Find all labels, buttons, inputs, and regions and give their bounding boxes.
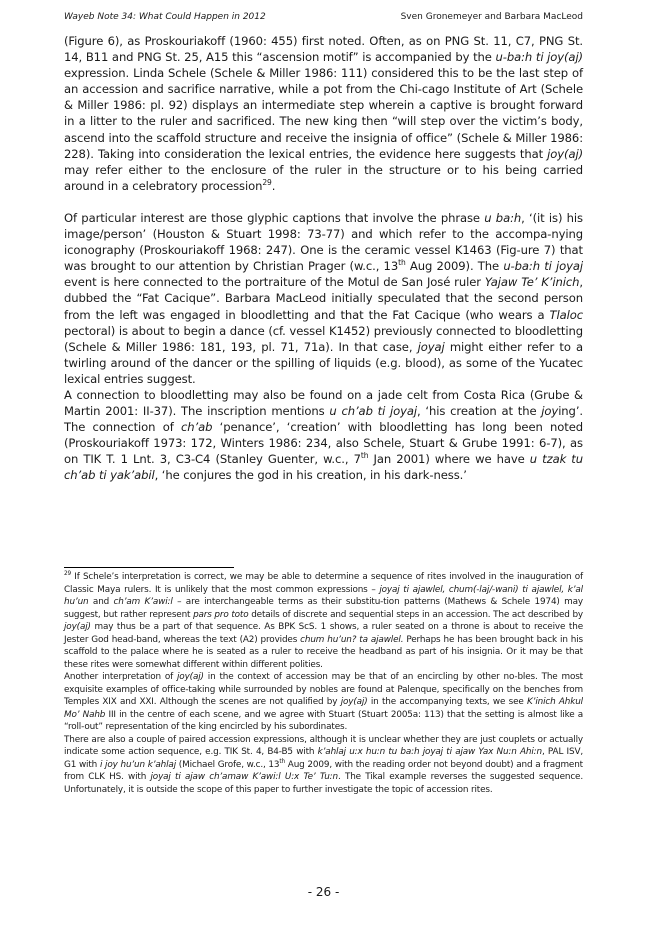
text-run: , dubbed the “Fat Cacique”. Barbara MacLeod initially speculated that the second person from the left was engaged in bloodletting and that the Fat Cacique (who wears a [64,275,583,322]
paragraph [64,387,583,484]
text-run: and [88,597,114,607]
text-run: may thus be a part of that sequence. As BPK ScS. 1 shows, a ruler seated on a throne is about to receive the Jester God head-band, whereas the text (A2) provides [64,622,583,645]
body-text [64,33,583,484]
text-run: pectoral) is about to begin a dance (cf. vessel K1452) previously connected to bloodletting (Schele & Miller 1986: 181, 193, pl. 71, 71a). In that case, [64,323,583,354]
footnotes [64,571,583,796]
superscript: th [279,758,285,765]
text-run: (Michael Grofe, w.c., 13 [176,759,280,770]
header-authors: Sven Gronemeyer and Barbara MacLeod [400,12,583,22]
italic-term: u ba:h [484,210,522,225]
text-run: Jan 2001) where we have [368,452,530,467]
text-run: ing’. The connection of [64,404,583,435]
italic-term: chum hu’un? ta ajawlel. [300,634,404,645]
text-run: , PAL ISV, G1 with [64,747,584,770]
italic-term: u tzak tu ch’ab ti yak’abil [64,452,584,483]
text-run: expression. Linda Schele (Schele & Miller 1986: 111) considered this to be the last step of an accession and sacrifice narrative, while a pot from the Chi-cago Institute of Art (Schele & Miller 1986: pl. 92) displays an intermediate step wherein a captive is brought forward in a litter to the ruler and sacrificed. The new king then “will step over the victim’s body, ascend into the scaffold structure and receive the insignia of office” (Schele & Miller 1986: 228). Taking into consideration the lexical entries, the evidence here suggests that [64,66,583,161]
text-run: Aug 2009, with the reading order not beyond doubt) and a fragment from CLK HS. with [64,759,583,782]
text-run: , ‘he conjures the god in his creation, in his dark-ness.’ [154,468,467,483]
italic-term: joyaj [417,339,445,354]
text-run: There are also a couple of paired accession expressions, although it is unclear whether they are just couplets or actually indicate some action sequence, e.g. TIK St. 4, B4-B5 with [64,734,583,757]
italic-term: ch’am K’awi:l [113,597,173,607]
italic-term: joy(aj) [340,697,368,707]
text-run: If Schele’s interpretation is correct, we may be able to determine a sequence of rites involved in the inauguration of Classic Maya rulers. It is unlikely that the most common expressions – [64,572,583,595]
footnote-separator [64,567,234,568]
italic-term: u ch’ab ti joyaj [329,404,418,419]
text-run: event is here connected to the portraiture of the Motul de San José ruler [64,275,485,290]
italic-term: u-ba:h ti joy(aj) [495,50,583,65]
text-run: III in the centre of each scene, and we agree with Stuart (Stuart 2005a: 113) that the setting is almost like a “roll-out” representation of the king encircled by his subordinates. [64,709,584,732]
paragraph [64,210,583,387]
superscript: 29 [64,571,72,578]
footnote-paragraph [64,571,583,671]
text-run: in the context of accession may be that of an encircling by other no-bles. The most exquisite examples of office-taking while surrounded by nobles are found at Palenque, specifically on the benches from Temples XIX and XXI. Although the scenes are not qualified by [64,672,583,707]
text-run: might either refer to a twirling around of the dancer or the spilling of liquids (e.g. blood), as some of the Yucatec lexical entries suggest. [64,339,584,386]
italic-term: u-ba:h ti joyaj [503,259,584,274]
text-run: Perhaps he has been brought back in his scaffold to the palace where he is seated as a ruler to receive the headband as part of his insignia. Or it may be that these rites were somewhat different within different polities. [64,634,583,670]
text-run: Another interpretation of [64,672,177,682]
text-run: Aug 2009). The [405,259,504,274]
italic-term: pars pro toto [193,609,249,620]
text-run: (Figure 6), as Proskouriakoff (1960: 455) first noted. Often, as on PNG St. 11, C7, PNG St. 14, B11 and PNG St. 25, A15 this “ascension motif” is accompanied by the [64,34,583,65]
text-run: – are interchangeable terms as their substitu-tion patterns (Mathews & Schele 1974) may suggest, but rather represent [64,597,583,620]
text-run: A connection to bloodletting may also be found on a jade celt from Costa Rica (Grube & Martin 2001: II-37). The inscription mentions [64,387,583,419]
text-run: ‘penance’, ‘creation’ with bloodletting has long been noted (Proskouriakoff 1973: 172, Winters 1986: 234, also Schele, Stuart & Grube 1991: 6-7), as on TIK T. 1 Lnt. 3, C3-C4 (Stanley Guenter, w.c., 7 [64,420,584,467]
italic-term: joyaj ti ajaw ch’amaw K’awi:l U:x Te’ Tu:n [150,772,338,782]
italic-term: joy [541,404,559,419]
superscript: th [398,258,406,268]
italic-term: joy(aj) [547,146,583,161]
text-run: . [271,178,276,193]
text-run: , ‘his creation at the [417,404,542,419]
italic-term: joy(aj) [177,672,204,682]
text-run: . The Tikal example reverses the suggested sequence. Unfortunately, it is outside the scope of this paper to further investigate the topic of accession rites. [64,772,583,795]
italic-term: i joy hu’un k’ahlaj [99,759,176,770]
italic-term: ch’ab [180,420,213,435]
italic-term: k’ahlaj u:x hu:n tu ba:h joyaj ti ajaw Yax Nu:n Ahi:n [317,747,542,757]
text-run: Of particular interest are those glyphic captions that involve the phrase [64,210,485,225]
header-journal-title: Wayeb Note 34: What Could Happen in 2012 [64,12,266,22]
text-run: may refer either to the enclosure of the ruler in the structure or to his being carried around in a celebratory procession [64,162,583,193]
page-number: - 26 - [307,885,340,899]
superscript: th [360,451,369,461]
italic-term: joyaj ti ajawlel, chum(-laj/-wani) ti ajawlel, k’al hu’un [64,584,583,607]
italic-term: Tlaloc [549,307,583,322]
footnote-paragraph [64,734,583,797]
italic-term: K’inich Ahkul Mo’ Nahb [64,697,583,720]
paragraph [64,33,583,194]
text-run: details of discrete and sequential steps in an accession. The act described by [248,609,584,620]
running-header [64,12,583,26]
superscript: 29 [262,177,272,187]
footnote-paragraph [64,671,583,734]
text-run: , ‘(it is) his image/person’ (Houston & Stuart 1998: 73-77) and which refer to the accompa-nying iconography (Proskouriakoff 1968: 247). One is the ceramic vessel K1463 (Fig-ure 7) that was brought to our attention by Christian Prager (w.c., 13 [64,210,583,274]
text-run: in the accompanying texts, we see [367,697,528,707]
italic-term: Yajaw Te’ K’inich [484,275,580,290]
italic-term: joy(aj) [64,622,91,632]
